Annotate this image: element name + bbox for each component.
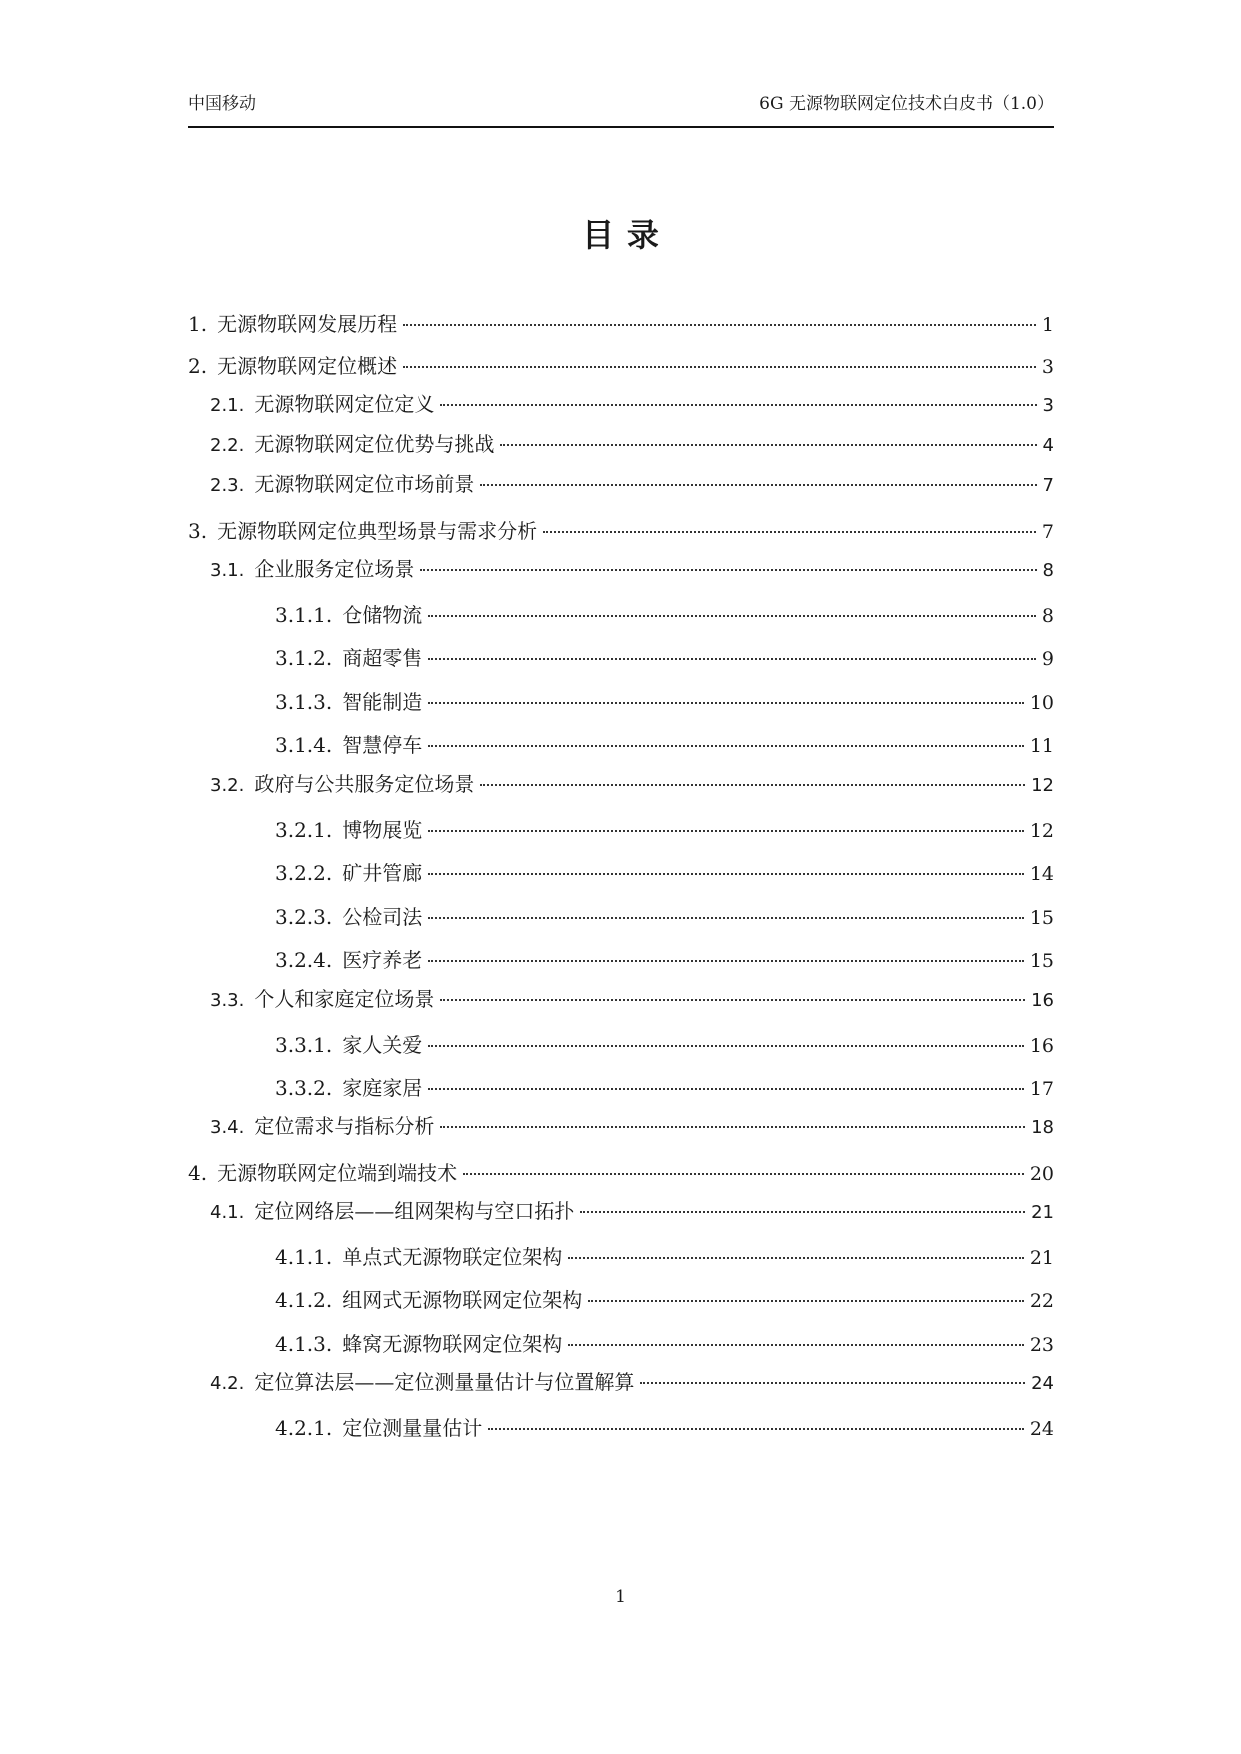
toc-entry-page: 18 bbox=[1031, 1117, 1054, 1138]
page-number: 1 bbox=[615, 1587, 626, 1607]
toc-dot-leader bbox=[580, 1211, 1025, 1213]
toc-entry-page: 3 bbox=[1041, 356, 1054, 378]
toc-entry-title: 家人关爱 bbox=[342, 1033, 423, 1057]
toc-dot-leader bbox=[428, 615, 1036, 617]
toc-entry[interactable] bbox=[188, 308, 1054, 336]
toc-entry[interactable] bbox=[188, 814, 1054, 842]
toc-entry[interactable] bbox=[188, 768, 1054, 796]
toc-entry[interactable] bbox=[188, 1157, 1054, 1185]
toc-entry-title: 无源物联网定位优势与挑战 bbox=[254, 432, 495, 456]
toc-entry-title: 无源物联网定位市场前景 bbox=[254, 472, 475, 496]
toc-entry-number: 4.2. bbox=[210, 1373, 245, 1394]
toc-entry-title: 智能制造 bbox=[342, 690, 423, 714]
toc-entry[interactable] bbox=[188, 599, 1054, 627]
toc-entry[interactable] bbox=[188, 388, 1054, 416]
toc-dot-leader bbox=[480, 484, 1036, 486]
toc-dot-leader bbox=[440, 999, 1025, 1001]
toc-dot-leader bbox=[543, 531, 1036, 533]
toc-entry-page: 16 bbox=[1031, 990, 1054, 1011]
toc-dot-leader bbox=[640, 1382, 1025, 1384]
toc-entry[interactable] bbox=[188, 1284, 1054, 1312]
toc-entry-page: 11 bbox=[1029, 735, 1054, 757]
toc-entry-page: 8 bbox=[1041, 605, 1054, 627]
toc-entry-page: 10 bbox=[1029, 692, 1054, 714]
toc-entry-title: 定位算法层——定位测量量估计与位置解算 bbox=[254, 1370, 635, 1394]
toc-entry-title: 家庭家居 bbox=[342, 1076, 423, 1100]
toc-dot-leader bbox=[480, 784, 1025, 786]
toc-dot-leader bbox=[428, 1088, 1024, 1090]
toc-entry-page: 15 bbox=[1029, 907, 1054, 929]
toc-entry-number: 4.2.1. bbox=[275, 1416, 333, 1440]
toc-entry-page: 20 bbox=[1029, 1163, 1054, 1185]
toc-entry-title: 定位网络层——组网架构与空口拓扑 bbox=[254, 1199, 575, 1223]
toc-entry[interactable] bbox=[188, 857, 1054, 885]
toc-entry-number: 2.3. bbox=[210, 475, 245, 496]
toc-entry[interactable] bbox=[188, 1110, 1054, 1138]
toc-entry-number: 3.1. bbox=[210, 560, 245, 581]
toc-entry[interactable] bbox=[188, 1366, 1054, 1394]
toc-dot-leader bbox=[428, 745, 1024, 747]
toc-dot-leader bbox=[428, 960, 1024, 962]
toc-dot-leader bbox=[420, 569, 1036, 571]
toc-entry-title: 无源物联网定位典型场景与需求分析 bbox=[217, 519, 538, 543]
toc-entry-title: 政府与公共服务定位场景 bbox=[254, 772, 475, 796]
toc-entry-number: 2. bbox=[188, 354, 208, 378]
toc-entry-page: 12 bbox=[1029, 820, 1054, 842]
toc-entry-title: 医疗养老 bbox=[342, 948, 423, 972]
toc-entry-number: 3.1.1. bbox=[275, 603, 333, 627]
toc-entry-number: 3.3. bbox=[210, 990, 245, 1011]
toc-dot-leader bbox=[428, 830, 1024, 832]
toc-entry-number: 3.2.1. bbox=[275, 818, 333, 842]
toc-entry[interactable] bbox=[188, 428, 1054, 456]
toc-entry-page: 4 bbox=[1042, 435, 1054, 456]
toc-entry[interactable] bbox=[188, 642, 1054, 670]
toc-entry[interactable] bbox=[188, 944, 1054, 972]
toc-entry-page: 14 bbox=[1029, 863, 1054, 885]
toc-entry-page: 8 bbox=[1042, 560, 1054, 581]
toc-entry-page: 23 bbox=[1029, 1334, 1054, 1356]
header-org: 中国移动 bbox=[188, 94, 256, 114]
toc-entry[interactable] bbox=[188, 553, 1054, 581]
toc-entry-title: 组网式无源物联网定位架构 bbox=[342, 1288, 583, 1312]
toc-entry-number: 4.1.2. bbox=[275, 1288, 333, 1312]
header-doc-title: 6G 无源物联网定位技术白皮书（1.0） bbox=[759, 94, 1054, 114]
toc-entry-title: 蜂窝无源物联网定位架构 bbox=[342, 1332, 563, 1356]
toc-entry-title: 定位测量量估计 bbox=[342, 1416, 483, 1440]
toc-entry-page: 15 bbox=[1029, 950, 1054, 972]
toc-entry[interactable] bbox=[188, 1072, 1054, 1100]
toc-entry[interactable] bbox=[188, 1328, 1054, 1356]
toc-entry-number: 1. bbox=[188, 312, 208, 336]
toc-entry-title: 公检司法 bbox=[342, 905, 423, 929]
toc-entry-title: 商超零售 bbox=[342, 646, 423, 670]
toc-entry-title: 博物展览 bbox=[342, 818, 423, 842]
toc-entry-page: 21 bbox=[1029, 1247, 1054, 1269]
toc-entry-number: 2.1. bbox=[210, 395, 245, 416]
toc-entry-page: 16 bbox=[1029, 1035, 1054, 1057]
toc-dot-leader bbox=[428, 917, 1024, 919]
toc-entry-number: 3.2.4. bbox=[275, 948, 333, 972]
toc-entry-title: 无源物联网定位概述 bbox=[217, 354, 398, 378]
toc-entry-number: 3.1.3. bbox=[275, 690, 333, 714]
toc-entry-number: 4. bbox=[188, 1161, 208, 1185]
toc-entry[interactable] bbox=[188, 468, 1054, 496]
toc-entry-title: 无源物联网发展历程 bbox=[217, 312, 398, 336]
toc-dot-leader bbox=[568, 1344, 1024, 1346]
toc-dot-leader bbox=[428, 873, 1024, 875]
toc-entry-title: 企业服务定位场景 bbox=[254, 557, 415, 581]
toc-entry-page: 1 bbox=[1041, 314, 1054, 336]
toc-entry-number: 3.1.2. bbox=[275, 646, 333, 670]
toc-dot-leader bbox=[440, 1126, 1025, 1128]
toc-title: 目录 bbox=[582, 216, 672, 254]
toc-entry-number: 3.3.2. bbox=[275, 1076, 333, 1100]
toc-entry[interactable] bbox=[188, 1195, 1054, 1223]
toc-entry-title: 个人和家庭定位场景 bbox=[254, 987, 435, 1011]
toc-dot-leader bbox=[403, 324, 1036, 326]
toc-entry-number: 3.2.2. bbox=[275, 861, 333, 885]
toc-entry-number: 3.2.3. bbox=[275, 905, 333, 929]
toc-dot-leader bbox=[440, 404, 1036, 406]
toc-entry-page: 21 bbox=[1031, 1202, 1054, 1223]
toc-entry[interactable] bbox=[188, 983, 1054, 1011]
toc-entry-page: 9 bbox=[1041, 648, 1054, 670]
toc-dot-leader bbox=[500, 444, 1036, 446]
toc-dot-leader bbox=[428, 702, 1024, 704]
toc-entry-page: 22 bbox=[1029, 1290, 1054, 1312]
toc-dot-leader bbox=[428, 658, 1036, 660]
page-header bbox=[188, 88, 1054, 128]
toc-entry-page: 7 bbox=[1041, 521, 1054, 543]
toc-entry-page: 12 bbox=[1031, 775, 1054, 796]
toc-entry[interactable] bbox=[188, 686, 1054, 714]
toc-entry-title: 无源物联网定位定义 bbox=[254, 392, 435, 416]
toc-entry-number: 4.1. bbox=[210, 1202, 245, 1223]
toc-entry[interactable] bbox=[188, 1029, 1054, 1057]
toc-entry-number: 4.1.1. bbox=[275, 1245, 333, 1269]
toc-entry-number: 3.1.4. bbox=[275, 733, 333, 757]
toc-dot-leader bbox=[568, 1257, 1024, 1259]
toc-entry-number: 4.1.3. bbox=[275, 1332, 333, 1356]
toc-entry[interactable] bbox=[188, 901, 1054, 929]
toc-entry[interactable] bbox=[188, 350, 1054, 378]
toc-dot-leader bbox=[463, 1173, 1024, 1175]
toc-entry-title: 无源物联网定位端到端技术 bbox=[217, 1161, 458, 1185]
toc-entry-number: 3.3.1. bbox=[275, 1033, 333, 1057]
toc-entry-page: 24 bbox=[1029, 1418, 1054, 1440]
toc-entry-title: 仓储物流 bbox=[342, 603, 423, 627]
toc-entry-page: 17 bbox=[1029, 1078, 1054, 1100]
toc-dot-leader bbox=[403, 366, 1036, 368]
toc-entry-number: 3. bbox=[188, 519, 208, 543]
toc-entry-title: 智慧停车 bbox=[342, 733, 423, 757]
toc-dot-leader bbox=[428, 1045, 1024, 1047]
toc-entry[interactable] bbox=[188, 1412, 1054, 1440]
toc-entry-number: 3.4. bbox=[210, 1117, 245, 1138]
toc-entry-number: 3.2. bbox=[210, 775, 245, 796]
toc-entry-page: 7 bbox=[1042, 475, 1054, 496]
toc-entry-title: 单点式无源物联定位架构 bbox=[342, 1245, 563, 1269]
toc-entry[interactable] bbox=[188, 515, 1054, 543]
toc-entry-page: 3 bbox=[1042, 395, 1054, 416]
toc-entry-number: 2.2. bbox=[210, 435, 245, 456]
toc-entry[interactable] bbox=[188, 1241, 1054, 1269]
toc-dot-leader bbox=[588, 1300, 1024, 1302]
toc-entry-page: 24 bbox=[1031, 1373, 1054, 1394]
toc-entry-title: 矿井管廊 bbox=[342, 861, 423, 885]
toc-entry-title: 定位需求与指标分析 bbox=[254, 1114, 435, 1138]
toc-dot-leader bbox=[488, 1428, 1024, 1430]
toc-entry[interactable] bbox=[188, 729, 1054, 757]
